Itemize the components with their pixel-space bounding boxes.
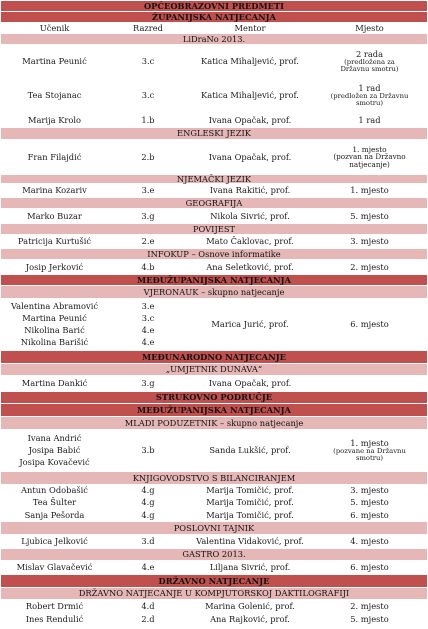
cell-mjesto: 2. mjesto (350, 261, 389, 272)
category-header-povijest (1, 224, 427, 235)
cell-razred: 4.g (141, 497, 155, 508)
cell-mjesto (312, 430, 427, 471)
cell-razred: 3.g (141, 378, 155, 389)
cell-razred: 4.b (141, 261, 155, 272)
table-row (1, 376, 427, 392)
cell-mentor: Valentina Vidaković, prof. (196, 536, 304, 547)
section-header-general (1, 1, 427, 12)
cell-mentor: Katica Mihaljević, prof. (201, 56, 299, 67)
class-label: 4.e (141, 337, 155, 348)
subsection-title: MEĐUŽUPANIJSKA NATJECANJA (137, 274, 291, 285)
category-title: „UMJETNIK DUNAVA“ (165, 364, 263, 375)
mjesto-note: (predložena za Državnu smotru) (340, 57, 399, 73)
table-row (1, 113, 427, 128)
cell-razred: 3.g (141, 210, 155, 221)
category-header-umjetnik (1, 364, 427, 376)
category-title: POSLOVNI TAJNIK (173, 522, 255, 533)
column-header-row (1, 23, 427, 34)
subsection-title: DRŽAVNO NATJECANJE (158, 575, 270, 586)
category-header-lidrano (1, 34, 427, 45)
student-name: Nikolina Barić (24, 325, 85, 336)
column-header-ucenik: Učenik (39, 22, 70, 33)
cell-ucenici (1, 299, 108, 350)
cell-mentor: Liljana Sivrić, prof. (209, 562, 291, 573)
cell-mjesto: 3. mjesto (350, 236, 389, 247)
mjesto-result: 2 rada (355, 48, 384, 59)
table-row (1, 260, 427, 275)
cell-ucenik: Tea Stojanac (27, 90, 82, 101)
cell-ucenik: Josip Jerković (25, 261, 84, 272)
table-row-group (1, 430, 427, 472)
subsection-title: ŽUPANIJSKA NATJECANJA (152, 11, 276, 22)
mjesto-note: (predložen za Državnu smotru) (330, 91, 409, 107)
student-name: Josipa Babić (28, 445, 81, 455)
cell-razredi (108, 299, 188, 350)
subsection-header-county (1, 12, 427, 23)
table-row (1, 509, 427, 522)
cell-mentor: Ana Rajković, prof. (210, 614, 290, 625)
mjesto-result: 1 rad (358, 82, 381, 93)
cell-mentor: Mato Čaklovac, prof. (206, 236, 294, 247)
cell-mjesto (312, 45, 427, 78)
table-row (1, 140, 427, 175)
table-row (1, 600, 427, 613)
table-row (1, 613, 427, 627)
cell-ucenik: Martina Dankić (21, 378, 88, 389)
table-row (1, 497, 427, 509)
category-title: DRŽAVNO NATJECANJE U KOMPJUTORSKOJ DAKTILOGRAFIJI (78, 588, 350, 599)
category-title: INFOKUP – Osnove informatike (147, 248, 281, 259)
category-header-vjeronauk (1, 286, 427, 299)
cell-ucenik: Sanja Pešorda (24, 509, 85, 520)
table-row (1, 535, 427, 549)
subsection-header-national (1, 575, 427, 588)
cell-mentor: Ivana Opačak, prof. (208, 114, 292, 125)
subsection-header-international (1, 351, 427, 364)
class-label: 3.c (141, 312, 155, 323)
cell-mjesto (312, 140, 427, 174)
category-title: POVIJEST (192, 223, 236, 234)
category-title: MLADI PODUZETNIK – skupno natjecanje (124, 417, 304, 428)
category-header-gastro (1, 549, 427, 561)
category-header-geografija (1, 198, 427, 209)
cell-mentor: Marica Jurić, prof. (211, 319, 289, 330)
cell-ucenik: Antun Odobašić (21, 485, 88, 496)
mjesto-note: (pozvane na Državnu smotru) (333, 446, 406, 462)
cell-ucenik: Robert Drmić (25, 600, 84, 611)
cell-mjesto: 5. mjesto (350, 614, 389, 625)
cell-razred: 4.g (141, 485, 155, 496)
category-title: ENGLESKI JEZIK (177, 128, 251, 139)
cell-ucenik: Ljubica Jelković (21, 536, 88, 547)
table-row (1, 209, 427, 224)
cell-mentor: Marija Tomičić, prof. (206, 497, 294, 508)
cell-razred: 3.e (141, 185, 155, 196)
mjesto-result: 1. mjesto (352, 144, 387, 154)
student-name: Nikolina Barišić (20, 337, 89, 348)
cell-mentor: Marina Golenić, prof. (205, 600, 295, 611)
category-header-knjigovodstvo (1, 472, 427, 485)
table-row (1, 561, 427, 575)
cell-razred: 2.d (141, 614, 155, 625)
cell-razred: 1.b (141, 114, 155, 125)
cell-mjesto: 6. mjesto (350, 319, 389, 330)
cell-ucenik: Marko Buzar (27, 210, 82, 221)
table-row (1, 485, 427, 497)
cell-mjesto: 1 rad (358, 114, 381, 125)
cell-ucenik: Mislav Glavačević (16, 562, 93, 573)
cell-mjesto: 3. mjesto (350, 485, 389, 496)
cell-razred: 4.d (141, 600, 155, 611)
column-header-mjesto: Mjesto (355, 22, 384, 33)
category-header-poduzetnik (1, 417, 427, 430)
cell-mentor: Ivana Opačak, prof. (208, 378, 292, 389)
cell-ucenici (1, 430, 108, 471)
category-header-daktilografija (1, 588, 427, 600)
category-title: GEOGRAFIJA (185, 197, 243, 208)
cell-mjesto: 6. mjesto (350, 509, 389, 520)
cell-ucenik: Marina Kozariv (22, 185, 87, 196)
cell-mentor: Nikola Sivrić, prof. (210, 210, 290, 221)
class-label: 4.e (141, 325, 155, 336)
cell-razred: 3.b (141, 445, 155, 456)
mjesto-result: 1. mjesto (350, 437, 389, 448)
category-title: VJERONAUK – skupno natjecanje (143, 286, 285, 297)
category-title: GASTRO 2013. (182, 549, 246, 560)
mjesto-note: (pozvan na Državno natjecanje) (333, 152, 406, 169)
cell-mentor: Marija Tomičić, prof. (206, 509, 294, 520)
category-title: KNJIGOVODSTVO S BILANCIRANJEM (132, 472, 296, 483)
cell-mjesto: 4. mjesto (350, 536, 389, 547)
cell-ucenik: Martina Peunić (22, 56, 87, 67)
cell-mentor: Ivana Opačak, prof. (208, 151, 292, 162)
subsection-title: MEĐUŽUPANIJSKA NATJECANJA (137, 404, 291, 415)
subsection-header-interregional (1, 404, 427, 417)
section-title: STRUKOVNO PODRUČJE (155, 392, 273, 403)
cell-razred: 4.e (141, 562, 155, 573)
category-header-tajnik (1, 522, 427, 535)
category-header-infokup (1, 249, 427, 260)
cell-mentor: Sanda Lukšić, prof. (209, 445, 291, 456)
cell-ucenik: Ines Rendulić (25, 614, 84, 625)
cell-mjesto: 5. mjesto (350, 497, 389, 508)
cell-razred: 3.c (141, 90, 155, 101)
cell-mjesto (312, 79, 427, 112)
category-header-engleski (1, 128, 427, 140)
cell-mjesto: 1. mjesto (350, 185, 389, 196)
table-row (1, 235, 427, 249)
cell-razred: 3.c (141, 56, 155, 67)
cell-razred: 4.g (141, 509, 155, 520)
subsection-title: MEĐUNARODNO NATJECANJE (142, 351, 286, 362)
section-title: OPĆEOBRAZOVNI PREDMETI (143, 0, 285, 11)
cell-mjesto: 2. mjesto (350, 600, 389, 611)
class-label: 3.e (141, 300, 155, 311)
table-row (1, 45, 427, 79)
cell-mentor: Ana Seletković, prof. (206, 261, 294, 272)
category-header-njemacki (1, 175, 427, 184)
student-name: Josipa Kovačević (19, 456, 90, 467)
category-title: NJEMAČKI JEZIK (176, 173, 252, 184)
cell-mjesto: 5. mjesto (350, 210, 389, 221)
cell-ucenik: Tea Šulter (32, 497, 77, 508)
cell-ucenik: Patricija Kurtušić (17, 236, 92, 247)
table-row (1, 184, 427, 198)
cell-mentor: Ivana Rakitić, prof. (209, 185, 291, 196)
cell-razred: 2.b (141, 151, 155, 162)
cell-mjesto (312, 376, 427, 391)
column-header-razred: Razred (133, 22, 163, 33)
category-title: LiDraNo 2013. (182, 33, 246, 44)
cell-mentor: Katica Mihaljević, prof. (201, 90, 299, 101)
cell-ucenik: Fran Filajdić (27, 151, 82, 162)
section-header-vocational (1, 392, 427, 404)
cell-razred: 2.e (141, 236, 155, 247)
cell-ucenik: Marija Krolo (27, 114, 82, 125)
subsection-header-interregional (1, 275, 427, 286)
table-row-group (1, 299, 427, 351)
table-row (1, 79, 427, 113)
student-name: Ivana Andrić (27, 433, 82, 444)
student-name: Valentina Abramović (10, 300, 99, 311)
cell-mentor: Marija Tomičić, prof. (206, 485, 294, 496)
cell-razred: 3.d (141, 536, 155, 547)
student-name: Martina Peunić (22, 312, 87, 323)
cell-mjesto: 6. mjesto (350, 562, 389, 573)
column-header-mentor: Mentor (234, 22, 266, 33)
